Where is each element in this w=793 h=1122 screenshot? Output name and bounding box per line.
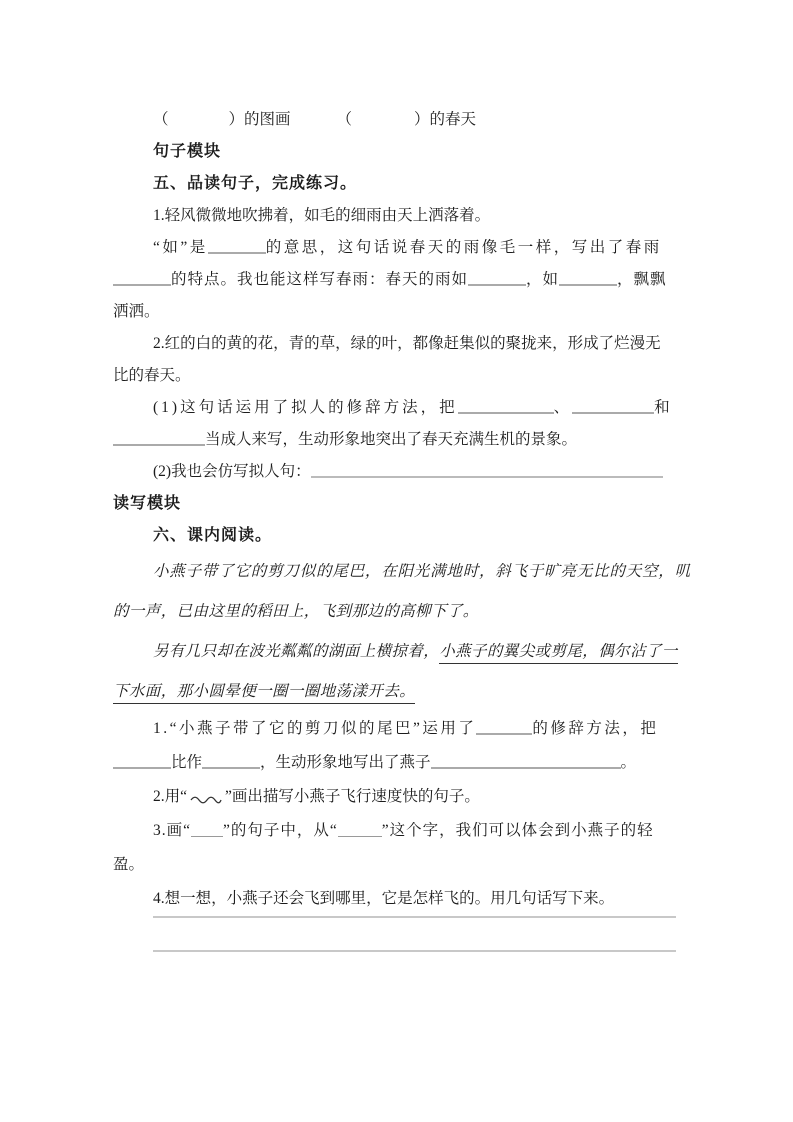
question-text: 1.“小燕子带了它的剪刀似的尾巴”运用了	[153, 720, 477, 737]
sub-question-1-line-2	[113, 424, 676, 456]
sentence-text: 比的春天。	[113, 367, 191, 384]
question-text: (2)我也会仿写拟人句：	[153, 463, 311, 480]
sentence-2-line-1	[113, 328, 676, 360]
reading-question-4	[113, 882, 676, 916]
question-text: 3.画“	[153, 822, 192, 839]
question-text: 。	[620, 754, 637, 771]
worksheet-content	[113, 104, 691, 984]
blank-field	[431, 756, 621, 769]
blank-field	[113, 756, 171, 769]
question-text: 的特点。我也能这样写春雨：春天的雨如	[171, 271, 469, 288]
blank-field	[191, 824, 223, 837]
passage-line-3	[113, 632, 676, 672]
phrase-picture: ）的图画	[228, 111, 291, 128]
writing-rule-line-1	[153, 916, 676, 950]
question-ru-line-2	[113, 264, 676, 296]
underlined-passage-text: 小燕子的翼尖或剪尾，偶尔沾了一	[439, 643, 678, 664]
blank-field	[458, 401, 554, 414]
passage-text: 的一声，已由这里的稻田上，飞到那边的高柳下了。	[113, 603, 479, 620]
question-text: ”这个字，我们可以体会到小燕子的轻	[381, 822, 654, 839]
exercise-heading-5	[113, 168, 676, 200]
question-text: 洒洒。	[113, 303, 160, 320]
exercise-heading-6	[113, 520, 676, 552]
sub-question-1-line-1	[113, 392, 676, 424]
paren-gap-2	[352, 122, 414, 124]
reading-question-1-line-2	[113, 746, 676, 780]
question-text: 和	[654, 399, 673, 416]
underlined-passage-text: 下水面，那小圆晕便一圈一圈地荡漾开去。	[113, 683, 415, 704]
sentence-text: 2.红的白的黄的花，青的草，绿的叶，都像赶集似的聚拢来，形成了烂漫无	[153, 335, 661, 352]
open-paren: （	[153, 111, 169, 128]
question-text: “如”是	[153, 239, 208, 256]
passage-text: 小燕子带了它的剪刀似的尾巴，在阳光满地时，斜飞于旷亮无比的天空，叽	[153, 563, 691, 580]
blank-field	[559, 273, 617, 286]
word-pattern-line	[113, 104, 676, 136]
question-text: ，飘飘	[617, 271, 667, 288]
blank-field	[208, 241, 266, 254]
question-text: 2.用“	[153, 788, 188, 805]
question-text: ”画出描写小燕子飞行速度快的句子。	[225, 788, 480, 805]
passage-text: 另有几只却在波光粼粼的湖面上横掠着，	[153, 643, 440, 660]
question-text: ”的句子中，从“	[223, 822, 338, 839]
blank-field	[468, 273, 526, 286]
reading-question-2	[113, 780, 676, 814]
question-text: ，生动形象地写出了燕子	[260, 754, 431, 771]
passage-line-2	[113, 592, 676, 632]
wavy-line-icon	[189, 792, 223, 804]
paren-gap	[169, 122, 229, 124]
blank-field	[202, 756, 260, 769]
question-text: 的修辞方法，把	[532, 720, 659, 737]
writing-rule-line-2	[153, 950, 676, 984]
mid-gap	[291, 122, 337, 124]
question-text: 比作	[171, 754, 203, 771]
section-heading-reading-module	[113, 488, 676, 520]
question-ru-line-3	[113, 296, 676, 328]
blank-field	[338, 824, 382, 837]
question-text: 的意思，这句话说春天的雨像毛一样，写出了春雨	[265, 239, 662, 256]
question-ru-line-1	[113, 232, 676, 264]
answer-line	[311, 465, 663, 478]
open-paren-2: （	[336, 111, 353, 128]
passage-line-1	[113, 552, 691, 592]
question-text: 4.想一想，小燕子还会飞到哪里，它是怎样飞的。用几句话写下来。	[153, 890, 615, 907]
reading-question-1-line-1	[113, 712, 676, 746]
blank-field	[572, 401, 654, 414]
heading-text: 读写模块	[113, 495, 182, 512]
section-heading-sentence-module	[113, 136, 676, 168]
blank-field	[113, 273, 171, 286]
blank-field	[476, 722, 532, 735]
blank-field	[113, 433, 205, 446]
reading-question-3-line-1	[113, 814, 676, 848]
sentence-text: 1.轻风微微地吹拂着，如毛的细雨由天上洒落着。	[153, 207, 491, 224]
sub-question-2	[113, 456, 676, 488]
passage-line-4	[113, 672, 676, 712]
question-text: (1)这句话运用了拟人的修辞方法，把	[153, 399, 458, 416]
heading-text: 句子模块	[153, 143, 222, 160]
phrase-spring: ）的春天	[414, 111, 477, 128]
heading-text: 六、课内阅读。	[153, 527, 273, 544]
reading-question-3-line-2	[113, 848, 676, 882]
sentence-1	[113, 200, 676, 232]
question-text: 、	[553, 399, 573, 416]
question-text: ，如	[526, 271, 560, 288]
question-text: 盈。	[113, 856, 145, 873]
heading-text: 五、品读句子，完成练习。	[153, 175, 358, 192]
question-text: 当成人来写，生动形象地突出了春天充满生机的景象。	[205, 431, 578, 448]
sentence-2-line-2	[113, 360, 676, 392]
